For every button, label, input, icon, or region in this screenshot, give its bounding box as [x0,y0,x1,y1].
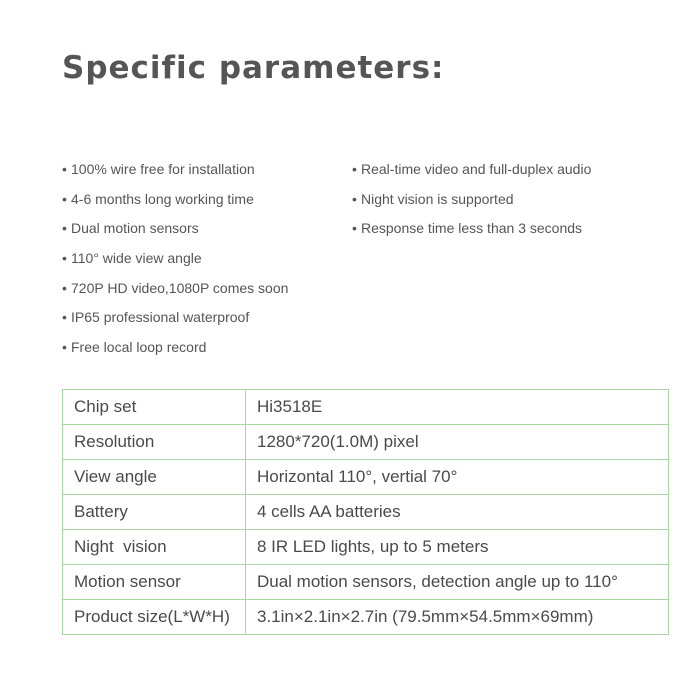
feature-text: Night vision is supported [361,190,514,207]
feature-item [62,338,288,368]
bullet-icon: • [352,190,357,207]
feature-text: Dual motion sensors [71,220,199,237]
feature-item [62,279,288,309]
spec-label: Resolution [63,425,246,460]
feature-text: 4-6 months long working time [71,190,254,207]
feature-item [62,308,288,338]
bullet-icon: • [62,279,67,296]
spec-value: Horizontal 110°, vertial 70° [246,460,669,495]
spec-value: Dual motion sensors, detection angle up to 110° [246,565,669,600]
feature-item [352,190,591,220]
spec-table [62,389,669,635]
spec-value: Hi3518E [246,390,669,425]
spec-label: Motion sensor [63,565,246,600]
feature-text: Free local loop record [71,339,207,356]
bullet-icon: • [62,220,67,237]
table-row [63,390,669,425]
spec-label: Chip set [63,390,246,425]
feature-text: 100% wire free for installation [71,161,255,177]
table-row [63,425,669,460]
feature-text: Response time less than 3 seconds [361,220,583,237]
feature-text: Real-time video and full-duplex audio [361,161,592,177]
feature-item [62,160,288,190]
feature-item [62,190,288,220]
table-row [63,565,669,600]
table-row [63,495,669,530]
bullet-icon: • [62,250,67,267]
bullet-icon: • [62,161,67,177]
spec-value: 4 cells AA batteries [246,495,669,530]
spec-label: View angle [63,460,246,495]
feature-text: IP65 professional waterproof [71,309,250,326]
table-row [63,600,669,635]
bullet-icon: • [352,220,357,237]
bullet-icon: • [62,339,67,356]
feature-item [62,249,288,279]
spec-value: 8 IR LED lights, up to 5 meters [246,530,669,565]
feature-item [352,219,591,249]
spec-label: Night vision [63,530,246,565]
feature-item [62,219,288,249]
bullet-icon: • [62,309,67,326]
spec-label: Battery [63,495,246,530]
table-row [63,530,669,565]
table-row [63,460,669,495]
feature-text: 720P HD video,1080P comes soon [71,279,289,296]
feature-list-right [352,160,591,249]
bullet-icon: • [62,190,67,207]
feature-item [352,160,591,190]
feature-text: 110° wide view angle [71,250,202,267]
feature-list-left [62,160,288,368]
spec-value: 1280*720(1.0M) pixel [246,425,669,460]
spec-value: 3.1in×2.1in×2.7in (79.5mm×54.5mm×69mm) [246,600,669,635]
bullet-icon: • [352,161,357,177]
page-title: Specific parameters: [62,50,445,86]
spec-label: Product size(L*W*H) [63,600,246,635]
